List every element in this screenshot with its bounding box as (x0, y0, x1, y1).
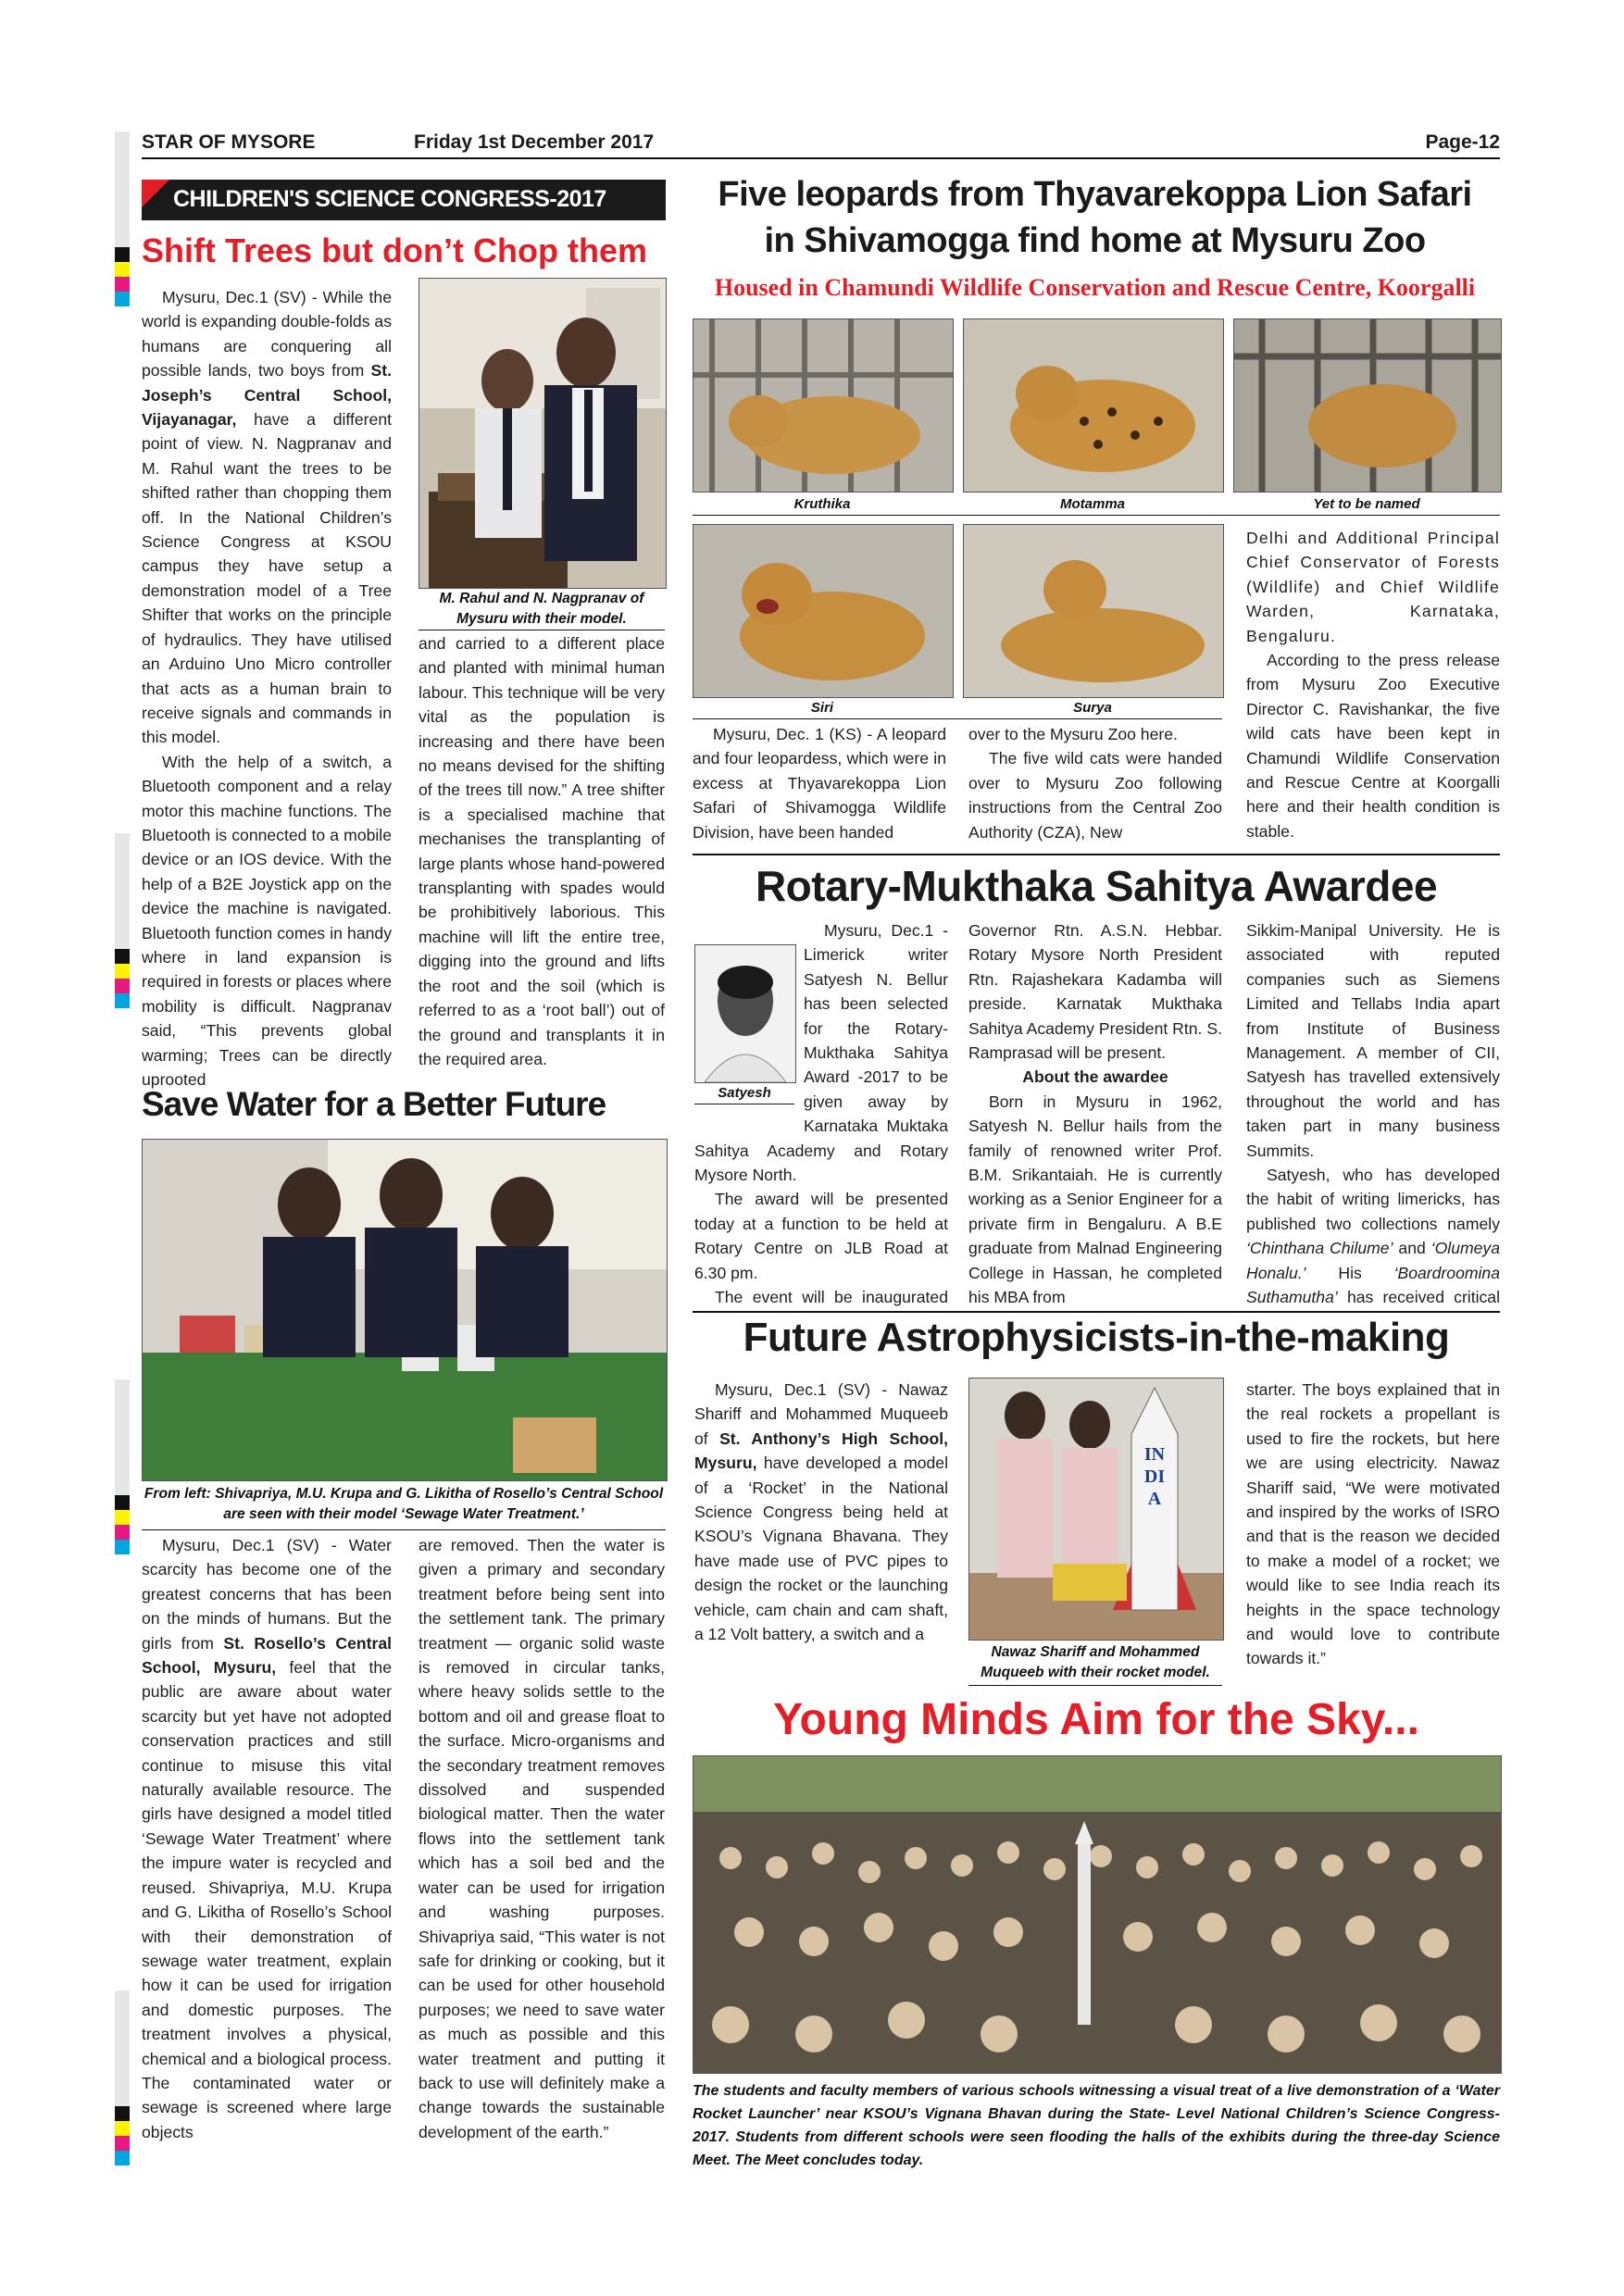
registration-mark-magenta (115, 277, 130, 292)
leopard-photo-unnamed (1233, 318, 1502, 493)
story5-column-3: starter. The boys explained that in the real rockets a propellant is used to fire the rockets, but here we are using electricity. Nawaz Shariff said, “We were motivated and inspired by the works of ISRO and that is the reason we decided to make a model of a rocket; we would like to see India reach its heights in the space technology and would love to contribute towards it.” (1246, 1380, 1500, 1668)
section-rule (693, 854, 1500, 855)
leopard-photo-surya (963, 524, 1224, 698)
story4-column-3: Sikkim-Manipal University. He is associated with reputed companies such as Siemens Limited and Tellabs India apart from Institute of Business Management. A member of CII, Satyesh has travelled extensively throughout the world and has taken part in many business Summits. Satyesh, who has developed the habit of writing limericks, has published two collections namely ‘Chinthana Chilume’ and ‘Olumeya Honalu.’ His ‘Boardroomina Suthamutha’ has received critical (1246, 921, 1500, 1307)
registration-mark-magenta (115, 979, 130, 993)
registration-mark-black (115, 247, 130, 262)
photo-label-kruthika: Kruthika (793, 496, 851, 512)
story3-subhead: Housed in Chamundi Wildlife Conservation and Rescue Centre, Koorgalli (714, 274, 1476, 301)
story1-column-1: Mysuru, Dec.1 (SV) - While the world is expanding double-folds as humans are conquering all possible lands, two boys from St. Joseph’s Central School, Vijayanagar, have a different point of view. N. Nagpranav and M. Rahul want the trees to be shifted rather than chopping them off. In the National Children’s Science Congress at KSOU campus they have setup a demonstration model of a Tree Shifter that works on the principle of hydraulics. They have utilised an Arduino Uno Micro controller that acts as a human brain to receive signals and commands in this model. With the help of a switch, a Bluetooth component and a relay motor this machine functions. The Bluetooth is connected to a mobile device or an IOS device. With the help of a B2E Joystick app on the device the machine is navigated. Bluetooth function comes in handy where in land expansion is required in forests or places where mobility is difficult. Nagpranav said, “This prevents global warming; Trees can be directly uprooted (142, 288, 392, 1089)
rocket-india-text: INDIA (1143, 1444, 1166, 1509)
photo-label-motamma: Motamma (1059, 496, 1125, 512)
registration-mark-yellow (115, 2121, 130, 2136)
story4-headline: Rotary-Mukthaka Sahitya Awardee (755, 862, 1438, 910)
registration-mark-magenta (115, 1525, 130, 1540)
caption-rule (142, 1529, 666, 1530)
registration-mark-cyan (115, 993, 130, 1008)
caption-rule (693, 515, 1500, 516)
story3-column-3: Delhi and Additional Principal Chief Conservator of Forests (Wildlife) and Chief Wildlife Warden, Karnataka, Bengaluru. According to the press release from Mysuru Zoo Executive Director C. Ravishankar, the five wild cats have been kept in Chamundi Wildlife Conservation and Rescue Centre at Koorgalli here and their health condition is stable. (1246, 529, 1500, 841)
story6-caption: The students and faculty members of various schools witnessing a visual treat of a live demonstration of a ‘Water Rocket Launcher’ near KSOU’s Vignana Bhavan during the State- Level National Children’s Science Congress-2017. Students from different schools were seen flooding the halls of the exhibits during the three-day Science Meet. The Meet concludes today. (693, 2083, 1500, 2168)
story3-column-2: over to the Mysuru Zoo here. The five wild cats were handed over to Mysuru Zoo following instructions from the Central Zoo Authority (CZA), New (968, 725, 1222, 842)
banner-corner-flag (142, 180, 169, 207)
registration-mark-yellow (115, 1510, 130, 1525)
story3-column-1: Mysuru, Dec. 1 (KS) - A leopard and four leopardess, which were in excess at Thyavarekoppa Lion Safari of Shivamogga Wildlife Division, have been handed (693, 725, 946, 842)
margin-bar-grey (115, 1990, 130, 2106)
story2-column-1: Mysuru, Dec.1 (SV) - Water scarcity has become one of the greatest concerns that has been on the minds of humans. But the girls from St. Rosello’s Central School, Mysuru, feel that the public are aware about water scarcity but yet have not adopted conservation practices and still continue to misuse this vital naturally available resource. The girls have designed a model titled ‘Sewage Water Treatment’ where the impure water is recycled and reused. Shivapriya, M.U. Krupa and G. Likitha of Rosello’s School with their demonstration of sewage water treatment, explain how it can be used for irrigation and domestic purposes. The treatment involves a physical, chemical and a biological process. The contaminated water or sewage is screened where large objects (142, 1536, 392, 2141)
registration-mark-cyan (115, 2151, 130, 2165)
section-banner (142, 180, 666, 220)
story4-column-1: Mysuru, Dec.1 - Limerick writer Satyesh N. Bellur has been selected for the Rotary-Mukthaka Sahitya Award -2017 to be given away by Karnataka Muktaka Sahitya Academy and Rotary Mysore North. The award will be presented today at a function to be held at Rotary Centre on JLB Road at 6.30 pm. The event will be inaugurated (694, 921, 948, 1307)
story5-column-1: Mysuru, Dec.1 (SV) - Nawaz Shariff and Mohammed Muqueeb of St. Anthony’s High School, Mysuru, have developed a model of a ‘Rocket’ in the National Science Congress being held at KSOU’s Vignana Bhavana. They have made use of PVC pipes to design the rocket or the launching vehicle, cam chain and cam shaft, a 12 Volt battery, a switch and a (694, 1380, 948, 1644)
caption-rule (693, 718, 1222, 719)
registration-mark-black (115, 1495, 130, 1510)
story3-headline: Five leopards from Thyavarekoppa Lion Safari in Shivamogga find home at Mysuru Zoo (718, 175, 1472, 260)
photo-float-spacer (694, 941, 804, 1131)
section-banner-text: CHILDREN'S SCIENCE CONGRESS-2017 (173, 186, 606, 212)
story2-photo (142, 1139, 668, 1481)
story1-photo (418, 278, 667, 589)
registration-mark-cyan (115, 1540, 130, 1554)
story6-crowd-photo (693, 1755, 1502, 2074)
registration-mark-yellow (115, 262, 130, 277)
story2-column-2: are removed. Then the water is given a primary and secondary treatment before being sent into the settlement tank. The primary treatment — organic solid waste is removed in circular tanks, where heavy solids settle to the bottom and oil and grease float to the surface. Micro-organisms and the secondary treatment removes dissolved and suspended biological matter. Then the water flows into the settlement tank which has a soil bed and the water can be used for irrigation and washing purposes. Shivapriya said, “This water is not safe for drinking or cooking, but it can be used for other household purposes; we need to save water as much as possible and this water treatment and putting it back to use will definitely make a change towards the sustainable development of the earth.” (418, 1536, 665, 2141)
issue-date: Friday 1st December 2017 (414, 131, 655, 153)
margin-bar-grey (115, 131, 130, 247)
story1-column-2: and carried to a different place and planted with minimal human labour. This technique will be very vital as the population is increasing and there have been no means devised for the shifting of the trees till now.” A tree shifter is a specialised machine that mechanises the transplanting of large plants whose hand-powered transplanting with spades would be prohibitively laborious. This machine will lift the entire tree, digging into the ground and lifts the root and the soil (which is referred to as a ‘root ball’) out of the ground and transplants it in the required area. (418, 634, 665, 1068)
leopard-photo-kruthika (693, 318, 954, 493)
story2-caption: From left: Shivapriya, M.U. Krupa and G. Likitha of Rosello’s Central School are seen with their model ‘Sewage Water Treatment.’ (144, 1486, 664, 1522)
story1-caption: M. Rahul and N. Nagpranav of Mysuru with their model. (439, 591, 644, 627)
section-rule (693, 1311, 1500, 1313)
story5-headline: Future Astrophysicists-in-the-making (743, 1315, 1450, 1360)
page-number: Page-12 (1425, 131, 1500, 153)
caption-rule (968, 1685, 1222, 1686)
registration-mark-black (115, 949, 130, 964)
leopard-photo-siri (693, 524, 954, 698)
margin-bar-grey (115, 1379, 130, 1495)
story5-caption: Nawaz Shariff and Mohammed Muqueeb with their rocket model. (981, 1644, 1210, 1680)
satyesh-caption: Satyesh (718, 1085, 771, 1101)
registration-mark-cyan (115, 292, 130, 306)
registration-mark-magenta (115, 2136, 130, 2151)
photo-label-unnamed: Yet to be named (1313, 496, 1420, 512)
story2-headline: Save Water for a Better Future (142, 1085, 606, 1123)
about-awardee-subhead: About the awardee (1022, 1067, 1168, 1087)
leopard-photo-motamma (963, 318, 1224, 493)
story1-headline: Shift Trees but don’t Chop them (142, 231, 647, 269)
story5-photo (968, 1378, 1224, 1641)
registration-mark-black (115, 2106, 130, 2121)
photo-label-surya: Surya (1073, 700, 1112, 716)
story6-headline: Young Minds Aim for the Sky... (773, 1695, 1419, 1744)
margin-bar-grey (115, 833, 130, 949)
header-rule (142, 157, 1500, 159)
registration-mark-yellow (115, 964, 130, 979)
paper-name: STAR OF MYSORE (142, 131, 316, 153)
photo-label-siri: Siri (810, 700, 834, 716)
story4-column-2: Governor Rtn. A.S.N. Hebbar. Rotary Mysore North President Rtn. Rajashekara Kadamba will preside. Karnatak Mukthaka Sahitya Academy President Rtn. S. Ramprasad will be present. About the awardee Born in Mysuru in 1962, Satyesh N. Bellur hails from the family of renowned writer Prof. B.M. Srikantaiah. He is currently working as a Senior Engineer for a private firm in Bengaluru. A B.E graduate from Malnad Engineering College in Hassan, he completed his MBA from (968, 921, 1222, 1307)
